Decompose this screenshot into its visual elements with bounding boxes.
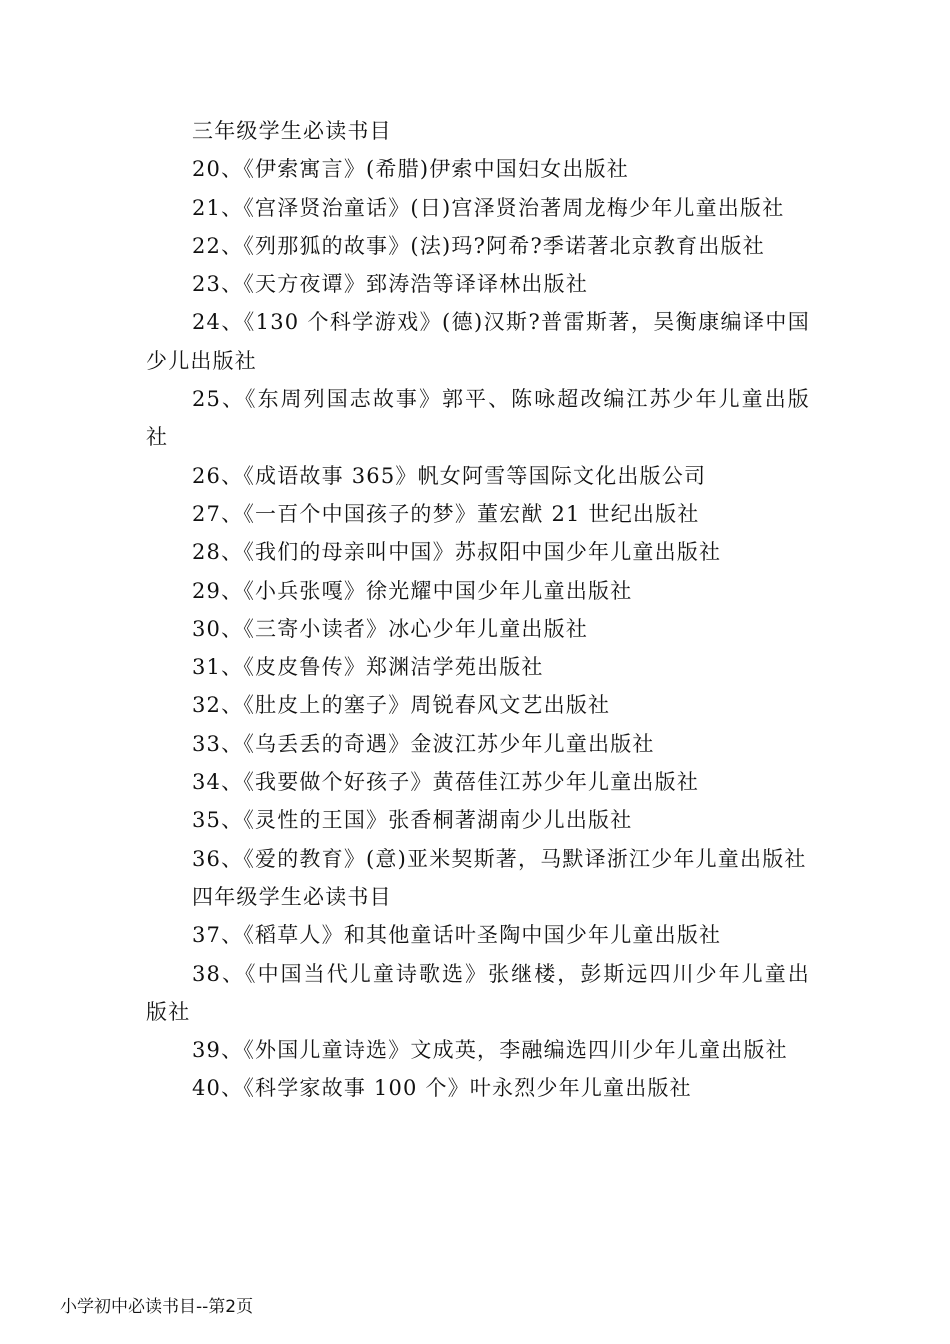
list-item: 31、《皮皮鲁传》郑渊洁学苑出版社	[192, 655, 544, 680]
list-item: 32、《肚皮上的塞子》周锐春风文艺出版社	[192, 693, 611, 718]
section-heading-grade3: 三年级学生必读书目	[192, 119, 392, 143]
list-item: 34、《我要做个好孩子》黄蓓佳江苏少年儿童出版社	[192, 770, 700, 795]
list-item: 35、《灵性的王国》张香桐著湖南少儿出版社	[192, 808, 633, 833]
page-footer: 小学初中必读书目--第2页	[60, 1297, 254, 1317]
list-item: 38、《中国当代儿童诗歌选》张继楼，彭斯远四川少年儿童出版社	[146, 961, 810, 1024]
list-item: 39、《外国儿童诗选》文成英，李融编选四川少年儿童出版社	[192, 1038, 788, 1063]
list-item: 33、《乌丢丢的奇遇》金波江苏少年儿童出版社	[192, 731, 655, 756]
list-item: 27、《一百个中国孩子的梦》董宏猷 21 世纪出版社	[192, 501, 700, 526]
section-heading-grade4: 四年级学生必读书目	[192, 884, 392, 909]
list-item: 29、《小兵张嘎》徐光耀中国少年儿童出版社	[192, 578, 633, 603]
list-item: 30、《三寄小读者》冰心少年儿童出版社	[192, 616, 589, 641]
list-item: 25、《东周列国志故事》郭平、陈咏超改编江苏少年儿童出版社	[146, 387, 810, 450]
list-item: 36、《爱的教育》(意)亚米契斯著，马默译浙江少年儿童出版社	[192, 846, 807, 871]
list-item: 26、《成语故事 365》帆女阿雪等国际文化出版公司	[192, 463, 707, 488]
list-item: 37、《稻草人》和其他童话叶圣陶中国少年儿童出版社	[192, 923, 722, 948]
list-item: 24、《130 个科学游戏》(德)汉斯?普雷斯著，吴衡康编译中国少儿出版社	[146, 310, 810, 373]
list-item: 28、《我们的母亲叫中国》苏叔阳中国少年儿童出版社	[192, 540, 722, 565]
list-item: 21、《宫泽贤治童话》(日)宫泽贤治著周龙梅少年儿童出版社	[192, 195, 785, 220]
document-body	[146, 112, 810, 1108]
list-item: 40、《科学家故事 100 个》叶永烈少年儿童出版社	[192, 1076, 692, 1101]
list-item: 23、《天方夜谭》郅涛浩等译译林出版社	[192, 272, 589, 297]
list-item: 20、《伊索寓言》(希腊)伊索中国妇女出版社	[192, 157, 630, 182]
list-item: 22、《列那狐的故事》(法)玛?阿希?季诺著北京教育出版社	[192, 233, 765, 258]
